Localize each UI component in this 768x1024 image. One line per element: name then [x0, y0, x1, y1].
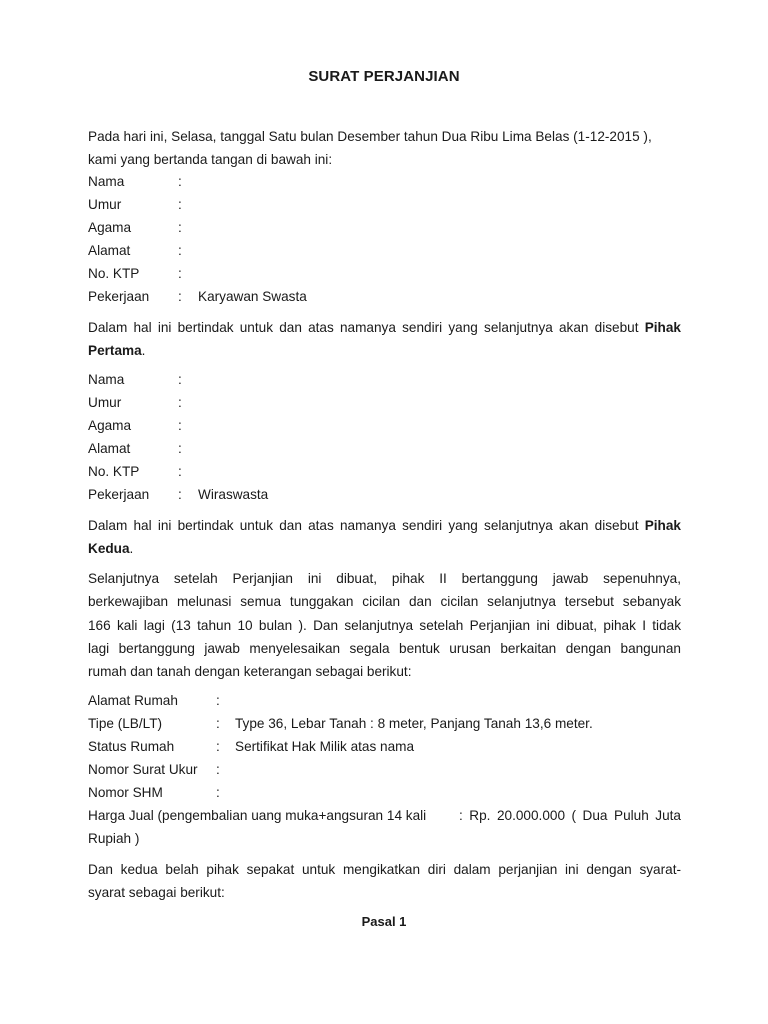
party1-identity	[88, 170, 681, 308]
field-label: Umur	[88, 197, 122, 212]
party-designation: Pertama	[88, 343, 142, 359]
section-heading: Pasal 1	[361, 914, 407, 929]
field-colon: :	[178, 418, 182, 433]
party1-row	[88, 193, 681, 216]
field-colon: :	[178, 174, 182, 189]
field-colon: :	[178, 243, 182, 258]
field-colon: :	[178, 395, 182, 410]
closing-line: syarat sebagai berikut:	[88, 885, 225, 901]
statement-text: Dalam hal ini bertindak untuk dan atas namanya sendiri yang selanjutnya akan disebut	[88, 518, 645, 533]
party2-row	[88, 391, 681, 414]
paragraph-line: Selanjutnya setelah Perjanjian ini dibuat, pihak II bertanggung jawab sepenuhnya,	[88, 571, 681, 586]
field-colon: :	[216, 785, 220, 800]
closing-paragraph	[88, 858, 681, 904]
harga-continuation: Rupiah )	[88, 831, 140, 846]
field-label: Agama	[88, 418, 132, 433]
party-designation: Kedua	[88, 541, 130, 557]
field-value: Karyawan Swasta	[198, 289, 307, 304]
statement-line	[88, 514, 681, 537]
field-colon: :	[178, 220, 182, 235]
party2-row	[88, 368, 681, 391]
field-colon: :	[178, 441, 182, 456]
property-row	[88, 689, 681, 712]
paragraph-line: 166 kali lagi (13 tahun 10 bulan ). Dan selanjutnya setelah Perjanjian ini dibuat, pihak I tidak	[88, 617, 681, 633]
field-colon: :	[216, 693, 220, 708]
field-label: Pekerjaan	[88, 289, 150, 304]
field-label: Nomor Surat Ukur	[88, 762, 198, 777]
party2-row	[88, 437, 681, 460]
party1-row	[88, 216, 681, 239]
party2-row	[88, 483, 681, 506]
field-colon: :	[178, 464, 182, 479]
property-row	[88, 781, 681, 804]
party2-identity	[88, 368, 681, 506]
field-label: Nomor SHM	[88, 785, 163, 800]
party1-row	[88, 170, 681, 193]
party1-row	[88, 239, 681, 262]
field-label: No. KTP	[88, 464, 140, 479]
harga-row	[88, 804, 681, 827]
statement-line	[88, 339, 681, 362]
field-label: Tipe (LB/LT)	[88, 716, 163, 731]
field-colon: :	[178, 487, 182, 502]
main-paragraph	[88, 567, 681, 683]
field-label: Alamat Rumah	[88, 693, 178, 708]
party1-row	[88, 262, 681, 285]
field-colon: :	[178, 289, 182, 304]
paragraph-line: rumah dan tanah dengan keterangan sebagai berikut:	[88, 664, 412, 680]
party2-statement	[88, 514, 681, 560]
statement-bold: Pihak	[644, 320, 681, 335]
property-row	[88, 735, 681, 758]
field-colon: :	[216, 716, 220, 731]
field-label: Alamat	[88, 243, 131, 258]
statement-text: Dalam hal ini bertindak untuk dan atas namanya sendiri yang selanjutnya akan disebut	[88, 320, 645, 335]
field-label: No. KTP	[88, 266, 140, 281]
statement-line	[88, 537, 681, 560]
statement-period: .	[141, 343, 146, 359]
party2-row	[88, 414, 681, 437]
field-label: Status Rumah	[88, 739, 175, 754]
field-value: Wiraswasta	[198, 487, 269, 502]
field-colon: :	[178, 197, 182, 212]
document-title: SURAT PERJANJIAN	[308, 68, 460, 85]
field-colon: :	[216, 762, 220, 777]
field-label: Nama	[88, 174, 125, 189]
intro-paragraph	[88, 125, 681, 171]
field-colon: :	[216, 739, 220, 754]
statement-bold: Pihak	[644, 518, 681, 533]
field-colon: :	[178, 266, 182, 281]
property-row	[88, 758, 681, 781]
harga-label: Harga Jual (pengembalian uang muka+angsuran 14 kali	[88, 808, 427, 823]
party1-statement	[88, 316, 681, 362]
field-label: Alamat	[88, 441, 131, 456]
field-label: Agama	[88, 220, 132, 235]
closing-line: Dan kedua belah pihak sepakat untuk mengikatkan diri dalam perjanjian ini dengan syarat-	[88, 862, 681, 877]
property-details	[88, 689, 681, 850]
field-value: Sertifikat Hak Milik atas nama	[235, 739, 415, 754]
paragraph-line: lagi bertanggung jawab menyelesaikan segala bentuk urusan berkaitan dengan bangunan	[88, 640, 681, 656]
field-value: Type 36, Lebar Tanah : 8 meter, Panjang Tanah 13,6 meter.	[235, 716, 593, 731]
field-colon: :	[178, 372, 182, 387]
intro-line: Pada hari ini, Selasa, tanggal Satu bulan Desember tahun Dua Ribu Lima Belas (1-12-2015 ),	[88, 129, 652, 144]
intro-line: kami yang bertanda tangan di bawah ini:	[88, 152, 333, 167]
field-label: Umur	[88, 395, 122, 410]
property-row	[88, 712, 681, 735]
harga-value: : Rp. 20.000.000 ( Dua Puluh Juta	[459, 808, 681, 823]
party1-row	[88, 285, 681, 308]
statement-period: .	[129, 541, 134, 557]
statement-line	[88, 316, 681, 339]
party2-row	[88, 460, 681, 483]
field-label: Pekerjaan	[88, 487, 150, 502]
paragraph-line: berkewajiban melunasi semua tunggakan cicilan dan cicilan selanjutnya tersebut sebanyak	[88, 594, 681, 610]
field-label: Nama	[88, 372, 125, 387]
